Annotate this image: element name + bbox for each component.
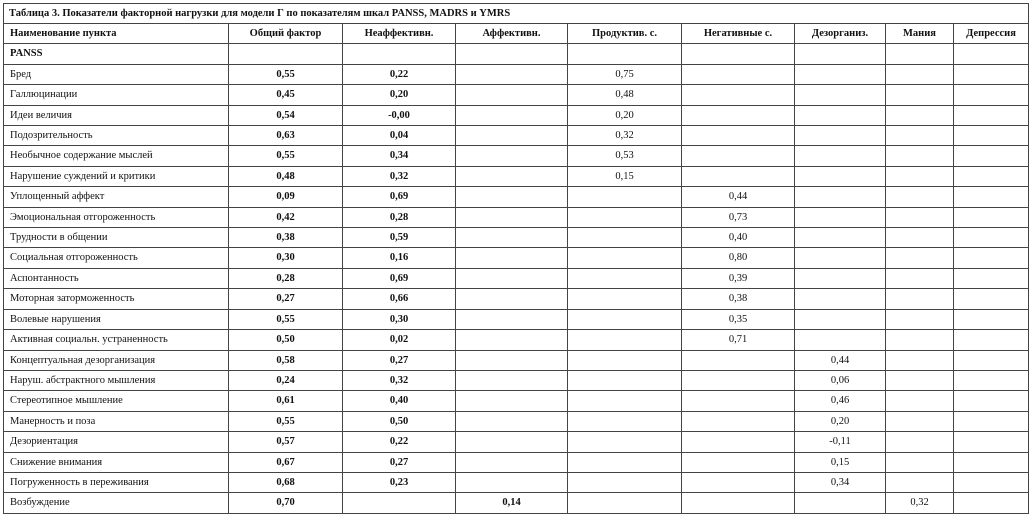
table-row <box>4 411 1029 431</box>
table-cell: 0,28 <box>229 268 343 288</box>
table-cell <box>954 330 1029 350</box>
table-cell: 0,73 <box>682 207 795 227</box>
table-cell <box>954 85 1029 105</box>
table-cell <box>886 452 954 472</box>
table-cell <box>456 289 568 309</box>
table-row <box>4 432 1029 452</box>
table-cell <box>456 187 568 207</box>
table-cell <box>795 330 886 350</box>
table-cell: 0,67 <box>229 452 343 472</box>
table-cell: 0,35 <box>682 309 795 329</box>
item-name: Активная социальн. устраненность <box>4 330 229 350</box>
item-name: Возбуждение <box>4 493 229 513</box>
table-cell <box>954 289 1029 309</box>
table-row <box>4 309 1029 329</box>
table-cell <box>682 370 795 390</box>
table-cell <box>954 268 1029 288</box>
table-cell: 0,70 <box>229 493 343 513</box>
table-cell <box>886 228 954 248</box>
table-cell: 0,55 <box>229 64 343 84</box>
table-cell: -0,11 <box>795 432 886 452</box>
table-row <box>4 330 1029 350</box>
table-cell: 0,50 <box>229 330 343 350</box>
table-cell <box>682 64 795 84</box>
table-cell <box>568 452 682 472</box>
table-cell <box>795 126 886 146</box>
item-name: Идеи величия <box>4 105 229 125</box>
table-cell <box>456 64 568 84</box>
table-cell <box>954 166 1029 186</box>
table-row <box>4 493 1029 513</box>
table-cell: 0,71 <box>682 330 795 350</box>
table-cell <box>795 228 886 248</box>
table-header-row <box>4 24 1029 44</box>
table-cell: 0,57 <box>229 432 343 452</box>
column-header: Общий фактор <box>229 24 343 44</box>
table-cell: 0,80 <box>682 248 795 268</box>
table-cell <box>456 432 568 452</box>
item-name: Наруш. абстрактного мышления <box>4 370 229 390</box>
table-cell <box>886 411 954 431</box>
column-header: Наименование пункта <box>4 24 229 44</box>
table-cell: 0,44 <box>795 350 886 370</box>
table-cell <box>456 268 568 288</box>
table-cell <box>456 472 568 492</box>
table-cell <box>886 370 954 390</box>
table-cell <box>886 187 954 207</box>
table-cell: 0,55 <box>229 146 343 166</box>
table-cell: 0,48 <box>229 166 343 186</box>
table-cell: 0,40 <box>682 228 795 248</box>
table-cell <box>682 452 795 472</box>
table-cell <box>682 85 795 105</box>
item-name: Подозрительность <box>4 126 229 146</box>
table-cell: 0,32 <box>886 493 954 513</box>
table-cell <box>886 309 954 329</box>
table-cell: 0,30 <box>229 248 343 268</box>
table-cell: 0,04 <box>343 126 456 146</box>
table-cell <box>682 432 795 452</box>
table-cell: 0,59 <box>343 228 456 248</box>
table-cell <box>954 472 1029 492</box>
table-cell <box>456 391 568 411</box>
item-name: Эмоциональная отгороженность <box>4 207 229 227</box>
table-cell <box>954 44 1029 64</box>
column-header: Депрессия <box>954 24 1029 44</box>
table-cell <box>886 330 954 350</box>
column-header: Неаффективн. <box>343 24 456 44</box>
table-cell <box>456 44 568 64</box>
table-row <box>4 166 1029 186</box>
table-cell <box>682 44 795 64</box>
table-caption: Таблица 3. Показатели факторной нагрузки для модели Г по показателям шкал PANSS, MADRS и YMRS <box>4 4 1029 24</box>
table-cell: 0,02 <box>343 330 456 350</box>
table-cell <box>795 207 886 227</box>
table-cell <box>568 370 682 390</box>
table-cell <box>886 44 954 64</box>
table-cell: 0,23 <box>343 472 456 492</box>
table-cell <box>954 452 1029 472</box>
table-cell <box>568 268 682 288</box>
table-row <box>4 391 1029 411</box>
table-cell <box>456 330 568 350</box>
table-cell <box>886 64 954 84</box>
section-row <box>4 44 1029 64</box>
table-cell: 0,38 <box>229 228 343 248</box>
table-row <box>4 228 1029 248</box>
table-cell <box>795 187 886 207</box>
table-cell <box>886 289 954 309</box>
item-name: Уплощенный аффект <box>4 187 229 207</box>
table-cell <box>568 309 682 329</box>
table-cell: 0,45 <box>229 85 343 105</box>
table-cell: 0,69 <box>343 187 456 207</box>
table-cell <box>954 248 1029 268</box>
table-cell: 0,22 <box>343 64 456 84</box>
item-name: Бред <box>4 64 229 84</box>
table-cell <box>456 452 568 472</box>
table-cell <box>456 350 568 370</box>
table-cell <box>568 411 682 431</box>
section-label: PANSS <box>4 44 229 64</box>
table-cell <box>954 105 1029 125</box>
table-cell <box>795 64 886 84</box>
table-cell <box>568 289 682 309</box>
table-cell <box>954 64 1029 84</box>
table-cell <box>954 493 1029 513</box>
table-row <box>4 85 1029 105</box>
table-row <box>4 126 1029 146</box>
table-cell <box>886 85 954 105</box>
table-cell <box>568 330 682 350</box>
table-cell <box>682 472 795 492</box>
table-cell: 0,61 <box>229 391 343 411</box>
table-cell <box>343 44 456 64</box>
table-cell: 0,75 <box>568 64 682 84</box>
table-cell <box>795 289 886 309</box>
table-cell <box>886 391 954 411</box>
table-cell: 0,32 <box>343 370 456 390</box>
table-cell: 0,06 <box>795 370 886 390</box>
table-row <box>4 289 1029 309</box>
table-cell <box>682 105 795 125</box>
table-cell <box>886 432 954 452</box>
table-row <box>4 105 1029 125</box>
table-cell <box>568 391 682 411</box>
table-cell <box>568 493 682 513</box>
table-cell <box>954 432 1029 452</box>
table-cell <box>456 105 568 125</box>
table-cell <box>795 309 886 329</box>
table-cell <box>886 248 954 268</box>
table-cell <box>886 166 954 186</box>
table-cell <box>954 126 1029 146</box>
table-cell <box>682 166 795 186</box>
table-cell <box>682 126 795 146</box>
table-cell <box>886 105 954 125</box>
table-cell <box>456 146 568 166</box>
table-cell: 0,69 <box>343 268 456 288</box>
table-cell <box>568 187 682 207</box>
table-cell: 0,48 <box>568 85 682 105</box>
table-cell: 0,68 <box>229 472 343 492</box>
table-cell <box>568 228 682 248</box>
table-row <box>4 207 1029 227</box>
table-cell: 0,14 <box>456 493 568 513</box>
table-row <box>4 268 1029 288</box>
table-cell <box>954 187 1029 207</box>
table-cell <box>456 228 568 248</box>
table-cell <box>795 85 886 105</box>
table-caption-row <box>4 4 1029 24</box>
table-cell <box>568 44 682 64</box>
item-name: Моторная заторможенность <box>4 289 229 309</box>
table-cell: 0,27 <box>343 452 456 472</box>
table-cell <box>229 44 343 64</box>
table-cell <box>795 105 886 125</box>
table-cell: 0,38 <box>682 289 795 309</box>
table-cell: 0,32 <box>343 166 456 186</box>
table-row <box>4 472 1029 492</box>
table-cell <box>795 268 886 288</box>
factor-loading-table <box>3 3 1029 514</box>
item-name: Нарушение суждений и критики <box>4 166 229 186</box>
table-cell: 0,22 <box>343 432 456 452</box>
table-cell <box>456 248 568 268</box>
table-cell <box>682 411 795 431</box>
table-cell <box>886 207 954 227</box>
table-cell <box>456 411 568 431</box>
table-cell: 0,20 <box>795 411 886 431</box>
table-cell <box>886 350 954 370</box>
table-cell <box>795 44 886 64</box>
table-cell <box>954 228 1029 248</box>
table-cell <box>795 493 886 513</box>
table-cell <box>568 207 682 227</box>
table-cell <box>886 268 954 288</box>
table-row <box>4 187 1029 207</box>
table-row <box>4 350 1029 370</box>
table-cell: 0,55 <box>229 411 343 431</box>
item-name: Необычное содержание мыслей <box>4 146 229 166</box>
table-cell <box>456 85 568 105</box>
table-cell: 0,34 <box>343 146 456 166</box>
table-cell <box>343 493 456 513</box>
table-cell <box>456 309 568 329</box>
table-cell <box>886 126 954 146</box>
table-cell <box>954 411 1029 431</box>
table-cell <box>886 472 954 492</box>
table-cell: 0,30 <box>343 309 456 329</box>
item-name: Трудности в общении <box>4 228 229 248</box>
table-row <box>4 370 1029 390</box>
item-name: Волевые нарушения <box>4 309 229 329</box>
table-cell: 0,20 <box>568 105 682 125</box>
column-header: Негативные с. <box>682 24 795 44</box>
table-cell: 0,66 <box>343 289 456 309</box>
column-header: Продуктив. с. <box>568 24 682 44</box>
table-cell <box>954 207 1029 227</box>
item-name: Социальная отгороженность <box>4 248 229 268</box>
table-cell: 0,20 <box>343 85 456 105</box>
table-cell: 0,54 <box>229 105 343 125</box>
table-cell <box>456 207 568 227</box>
table-cell <box>682 350 795 370</box>
table-cell <box>568 350 682 370</box>
table-cell: 0,09 <box>229 187 343 207</box>
table-row <box>4 248 1029 268</box>
table-cell: 0,53 <box>568 146 682 166</box>
table-cell: 0,42 <box>229 207 343 227</box>
table-cell: -0,00 <box>343 105 456 125</box>
table-cell <box>456 166 568 186</box>
item-name: Стереотипное мышление <box>4 391 229 411</box>
table-cell: 0,32 <box>568 126 682 146</box>
table-cell <box>568 472 682 492</box>
table-cell: 0,50 <box>343 411 456 431</box>
table-row <box>4 452 1029 472</box>
table-cell <box>682 493 795 513</box>
table-cell: 0,27 <box>229 289 343 309</box>
table-cell: 0,15 <box>795 452 886 472</box>
table-cell: 0,55 <box>229 309 343 329</box>
table-cell <box>795 146 886 166</box>
table-cell: 0,44 <box>682 187 795 207</box>
document-page <box>3 3 1028 514</box>
table-cell: 0,15 <box>568 166 682 186</box>
column-header: Мания <box>886 24 954 44</box>
table-cell: 0,58 <box>229 350 343 370</box>
table-cell: 0,27 <box>343 350 456 370</box>
table-cell <box>456 126 568 146</box>
table-cell <box>954 146 1029 166</box>
table-cell <box>954 391 1029 411</box>
table-cell: 0,28 <box>343 207 456 227</box>
table-row <box>4 146 1029 166</box>
table-cell <box>568 432 682 452</box>
item-name: Погруженность в переживания <box>4 472 229 492</box>
table-cell: 0,24 <box>229 370 343 390</box>
column-header: Дезорганиз. <box>795 24 886 44</box>
table-cell: 0,34 <box>795 472 886 492</box>
table-cell <box>795 248 886 268</box>
table-cell <box>954 309 1029 329</box>
item-name: Галлюцинации <box>4 85 229 105</box>
table-cell <box>682 146 795 166</box>
table-cell: 0,63 <box>229 126 343 146</box>
column-header: Аффективн. <box>456 24 568 44</box>
table-cell: 0,46 <box>795 391 886 411</box>
table-row <box>4 64 1029 84</box>
table-cell <box>954 370 1029 390</box>
item-name: Концептуальная дезорганизация <box>4 350 229 370</box>
table-cell <box>682 391 795 411</box>
table-cell <box>886 146 954 166</box>
table-cell: 0,39 <box>682 268 795 288</box>
item-name: Дезориентация <box>4 432 229 452</box>
table-cell <box>568 248 682 268</box>
table-cell <box>456 370 568 390</box>
item-name: Снижение внимания <box>4 452 229 472</box>
table-cell <box>954 350 1029 370</box>
table-cell <box>795 166 886 186</box>
item-name: Аспонтанность <box>4 268 229 288</box>
item-name: Манерность и поза <box>4 411 229 431</box>
table-cell: 0,16 <box>343 248 456 268</box>
table-cell: 0,40 <box>343 391 456 411</box>
